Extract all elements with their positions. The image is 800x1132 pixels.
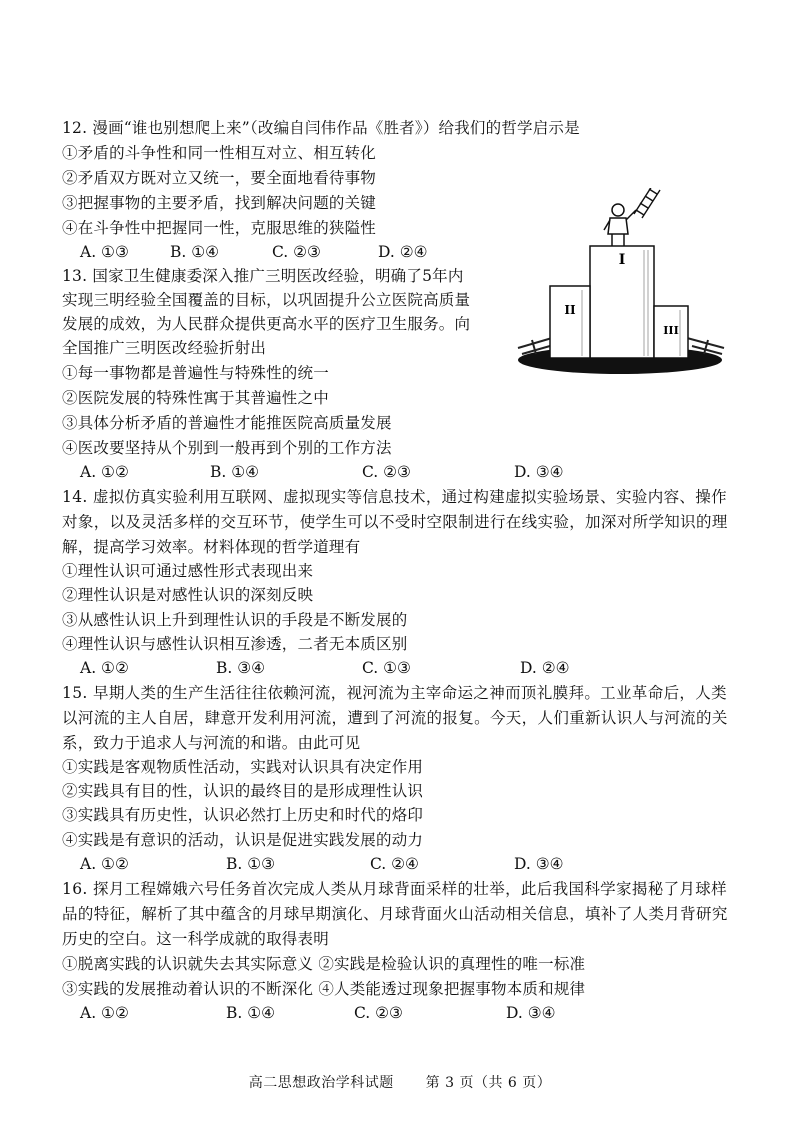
q12-item-1: ①矛盾的斗争性和同一性相互对立、相互转化 bbox=[62, 144, 377, 162]
q16-items-row-2: ③实践的发展推动着认识的不断深化 ④人类能透过现象把握事物本质和规律 bbox=[62, 980, 586, 998]
q13-item-3: ③具体分析矛盾的普遍性才能推医院高质量发展 bbox=[62, 414, 392, 432]
q12-item-3: ③把握事物的主要矛盾，找到解决问题的关键 bbox=[62, 194, 377, 212]
q16-option-c: C. ②③ bbox=[354, 1004, 403, 1022]
q13-item-4: ④医改要坚持从个别到一般再到个别的工作方法 bbox=[62, 439, 392, 457]
q13-option-c: C. ②③ bbox=[362, 463, 411, 481]
q13-stem-line-2: 实现三明经验全国覆盖的目标，以巩固提升公立医院高质量 bbox=[62, 291, 471, 309]
podium-second-place bbox=[550, 286, 590, 358]
q14-option-c: C. ①③ bbox=[362, 659, 411, 677]
q14-option-b: B. ③④ bbox=[216, 659, 266, 677]
q16-stem-line-3: 历史的空白。这一科学成就的取得表明 bbox=[62, 930, 329, 948]
figure-head bbox=[612, 204, 624, 216]
q14-item-4: ④理性认识与感性认识相互渗透，二者无本质区别 bbox=[62, 635, 408, 653]
q15-stem-line-1: 15. 早期人类的生产生活往往依赖河流，视河流为主宰命运之神而顶礼膜拜。工业革命后，人类 bbox=[62, 684, 727, 702]
q12-stem: 12. 漫画“谁也别想爬上来”（改编自闫伟作品《胜者》）给我们的哲学启示是 bbox=[62, 119, 580, 137]
q12-option-c: C. ②③ bbox=[272, 243, 321, 261]
q12-option-a: A. ①③ bbox=[80, 243, 129, 261]
q13-stem-line-3: 发展的成效，为人民群众提供更高水平的医疗卫生服务。向 bbox=[62, 315, 471, 333]
q15-item-3: ③实践具有历史性，认识必然打上历史和时代的烙印 bbox=[62, 806, 424, 824]
q15-stem-line-3: 系，致力于追求人与河流的和谐。由此可见 bbox=[62, 734, 361, 752]
figure-body bbox=[608, 218, 628, 234]
q14-stem-line-1: 14. 虚拟仿真实验利用互联网、虚拟现实等信息技术，通过构建虚拟实验场景、实验内容、操作 bbox=[62, 488, 727, 506]
q16-option-b: B. ①④ bbox=[226, 1004, 276, 1022]
q13-stem-line-1: 13. 国家卫生健康委深入推广三明医改经验，明确了5年内 bbox=[62, 267, 464, 285]
step-label-second: II bbox=[564, 303, 576, 317]
step-label-first: I bbox=[618, 252, 626, 268]
q15-item-1: ①实践是客观物质性活动，实践对认识具有决定作用 bbox=[62, 758, 424, 776]
q16-items-row-1: ①脱离实践的认识就失去其实际意义 ②实践是检验认识的真理性的唯一标准 bbox=[62, 955, 586, 973]
q15-item-2: ②实践具有目的性，认识的最终目的是形成理性认识 bbox=[62, 782, 424, 800]
q12-option-d: D. ②④ bbox=[378, 243, 428, 261]
winner-figure bbox=[604, 204, 636, 246]
q16-option-a: A. ①② bbox=[80, 1004, 129, 1022]
footer-page-number: 第 3 页（共 6 页） bbox=[425, 1075, 552, 1091]
q14-item-2: ②理性认识是对感性认识的深刻反映 bbox=[62, 586, 314, 604]
q14-stem-line-3: 解，提高学习效率。材料体现的哲学道理有 bbox=[62, 538, 361, 556]
podium-cartoon-illustration bbox=[512, 188, 727, 378]
q15-option-d: D. ③④ bbox=[514, 855, 564, 873]
q14-item-3: ③从感性认识上升到理性认识的手段是不断发展的 bbox=[62, 611, 408, 629]
q14-option-d: D. ②④ bbox=[520, 659, 570, 677]
q13-item-2: ②医院发展的特殊性寓于其普遍性之中 bbox=[62, 389, 329, 407]
q14-item-1: ①理性认识可通过感性形式表现出来 bbox=[62, 562, 314, 580]
q13-option-d: D. ③④ bbox=[514, 463, 564, 481]
q12-option-b: B. ①④ bbox=[170, 243, 220, 261]
q12-item-4: ④在斗争性中把握同一性，克服思维的狭隘性 bbox=[62, 219, 377, 237]
q15-option-a: A. ①② bbox=[80, 855, 129, 873]
ladder bbox=[634, 188, 660, 218]
q13-item-1: ①每一事物都是普遍性与特殊性的统一 bbox=[62, 364, 329, 382]
q15-item-4: ④实践是有意识的活动，认识是促进实践发展的动力 bbox=[62, 831, 424, 849]
q13-option-b: B. ①④ bbox=[210, 463, 260, 481]
step-label-third: III bbox=[663, 324, 679, 337]
q13-option-a: A. ①② bbox=[80, 463, 129, 481]
q16-stem-line-1: 16. 探月工程嫦娥六号任务首次完成人类从月球背面采样的壮举，此后我国科学家揭秘了月球样 bbox=[62, 880, 727, 898]
footer-subject: 高二思想政治学科试题 bbox=[248, 1075, 394, 1091]
q16-stem-line-2: 品的特征，解析了其中蕴含的月球早期演化、月球背面火山活动相关信息，填补了人类月背研究 bbox=[62, 905, 728, 923]
page-footer bbox=[0, 1072, 800, 1092]
q14-option-a: A. ①② bbox=[80, 659, 129, 677]
q16-option-d: D. ③④ bbox=[506, 1004, 556, 1022]
q15-option-c: C. ②④ bbox=[370, 855, 419, 873]
q15-option-b: B. ①③ bbox=[226, 855, 276, 873]
q15-stem-line-2: 以河流的主人自居，肆意开发利用河流，遭到了河流的报复。今天，人们重新认识人与河流的关 bbox=[62, 709, 728, 727]
q14-stem-line-2: 对象，以及灵活多样的交互环节，使学生可以不受时空限制进行在线实验，加深对所学知识的理 bbox=[62, 513, 728, 531]
q12-item-2: ②矛盾双方既对立又统一，要全面地看待事物 bbox=[62, 169, 377, 187]
q13-stem-line-4: 全国推广三明医改经验折射出 bbox=[62, 339, 267, 357]
